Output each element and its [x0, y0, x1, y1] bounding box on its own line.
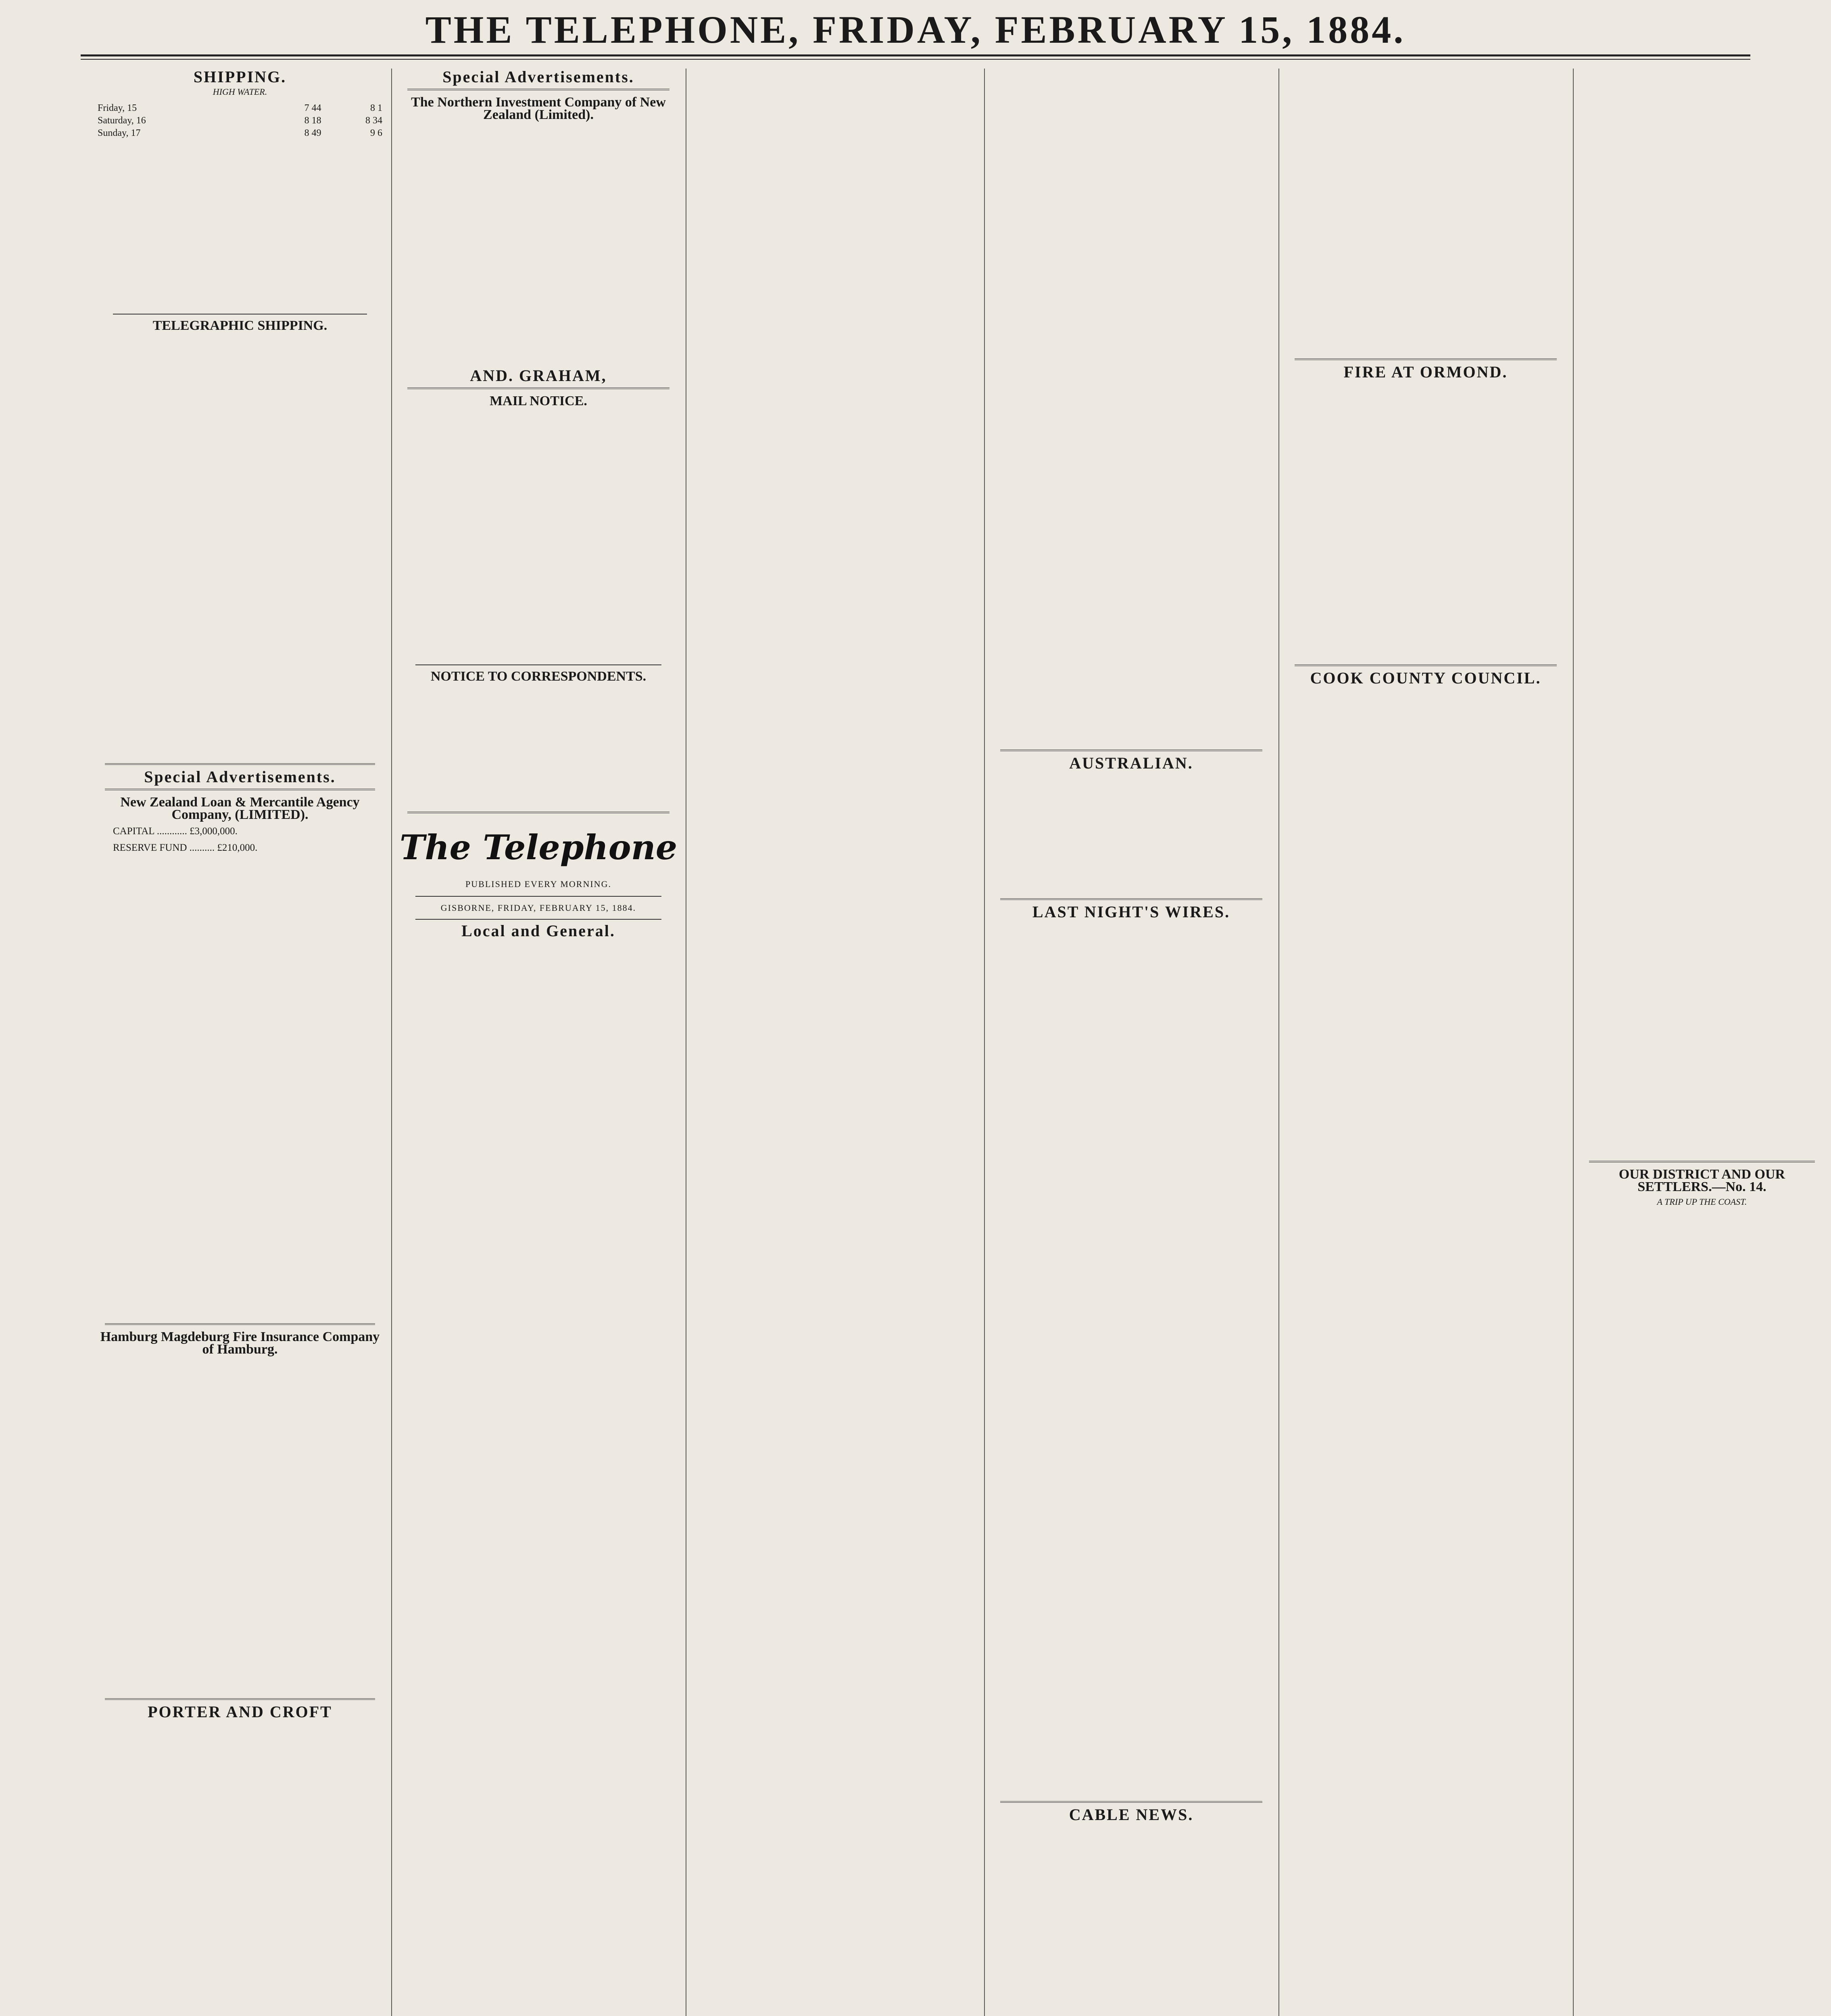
telegraphic-shipping-heading: TELEGRAPHIC SHIPPING. [152, 318, 327, 333]
local-general-heading: Local and General. [461, 922, 615, 940]
porter-croft-text-block [97, 1720, 383, 2016]
correspondents-heading: NOTICE TO CORRESPONDENTS. [430, 669, 646, 684]
reserve-line: RESERVE FUND .......... £210,000. [113, 842, 258, 853]
northern-investment-heading: The Northern Investment Company of New Zealand (Limited). [411, 95, 666, 122]
divider [1000, 1801, 1262, 1803]
column-2 [399, 67, 678, 2016]
capital-line: CAPITAL ............ £3,000,000. [113, 826, 238, 837]
masthead [0, 0, 1831, 56]
divider [407, 812, 669, 813]
divider [1295, 358, 1557, 360]
divider [415, 919, 661, 920]
divider [407, 387, 669, 389]
fire-ormond-heading: FIRE AT ORMOND. [1343, 363, 1508, 381]
special-ads-heading-2: Special Advertisements. [442, 68, 634, 86]
tide-pm: 9 6 [370, 128, 382, 138]
cable-news-heading: CABLE NEWS. [1069, 1806, 1194, 1824]
shipping-heading: SHIPPING. [193, 68, 287, 86]
nz-loan-text-block [97, 854, 383, 1318]
tide-am: 8 18 [304, 115, 321, 126]
correspondents-text-block [399, 685, 678, 806]
published-line: PUBLISHED EVERY MORNING. [465, 879, 611, 889]
tide-am: 7 44 [304, 103, 321, 113]
porter-croft-heading: PORTER AND CROFT [148, 1703, 332, 1721]
tide-day: Friday, 15 [98, 103, 137, 113]
nameplate [399, 819, 678, 890]
divider [415, 664, 661, 665]
column-rule [1573, 69, 1574, 2016]
tide-day: Saturday, 16 [98, 115, 146, 126]
table-row [97, 115, 383, 127]
telegraphic-text-block [97, 334, 383, 758]
column-4 [992, 67, 1270, 2016]
nz-loan-heading: New Zealand Loan & Mercantile Agency Company, (LIMITED). [120, 795, 360, 822]
divider [1295, 664, 1557, 666]
svg-text:The Telephone: The Telephone [399, 827, 678, 867]
district-heading: OUR DISTRICT AND OUR SETTLERS.—No. 14. [1618, 1167, 1785, 1194]
special-ads-heading: Special Advertisements. [144, 768, 336, 786]
tide-day: Sunday, 17 [98, 128, 141, 138]
column-1 [97, 67, 383, 2016]
table-row [97, 102, 383, 115]
dateline: GISBORNE, FRIDAY, FEBRUARY 15, 1884. [440, 903, 636, 913]
tide-pm: 8 34 [365, 115, 382, 126]
table-row [97, 127, 383, 140]
masthead-rule [81, 54, 1750, 56]
trip-heading: A TRIP UP THE COAST. [1657, 1197, 1747, 1207]
tide-am: 8 49 [304, 128, 321, 138]
divider [1000, 750, 1262, 751]
australian-text-block [992, 772, 1270, 893]
column-5 [1287, 67, 1565, 2016]
last-wires-text-block [992, 921, 1270, 1795]
shipping-text-block [97, 140, 383, 309]
divider [415, 896, 661, 897]
column-rule [984, 69, 985, 2016]
divider [1589, 1161, 1815, 1162]
tide-table [97, 102, 383, 140]
hamburg-heading: Hamburg Magdeburg Fire Insurance Company of Hamburg. [100, 1329, 380, 1357]
fire-text-block [1287, 381, 1565, 659]
mail-notice-heading: MAIL NOTICE. [490, 394, 587, 408]
telephone-nameplate-logo [399, 819, 678, 875]
masthead-rule-thin [81, 59, 1750, 60]
divider [105, 1698, 375, 1700]
column-6 [1581, 67, 1823, 2016]
divider [1000, 898, 1262, 900]
high-water-heading: HIGH WATER. [213, 87, 267, 97]
column-5-text-block [1287, 67, 1565, 353]
column-rule [391, 69, 392, 2016]
last-wires-heading: LAST NIGHT'S WIRES. [1032, 903, 1230, 921]
mail-notice-text-block [399, 410, 678, 660]
hamburg-text-block [97, 1358, 383, 1693]
divider [105, 1323, 375, 1325]
tide-pm: 8 1 [370, 103, 382, 113]
column-6-text-block [1581, 67, 1823, 1155]
page-title: THE TELEPHONE, FRIDAY, FEBRUARY 15, 1884. [425, 8, 1406, 51]
divider [407, 89, 669, 90]
divider [105, 763, 375, 765]
cook-county-heading: COOK COUNTY COUNCIL. [1310, 669, 1541, 687]
column-rule [1278, 69, 1279, 2016]
northern-text-block [399, 123, 678, 365]
graham-heading: AND. GRAHAM, [470, 367, 607, 385]
divider [105, 789, 375, 790]
column-4-text-block [992, 67, 1270, 744]
australian-heading: AUSTRALIAN. [1069, 754, 1193, 772]
